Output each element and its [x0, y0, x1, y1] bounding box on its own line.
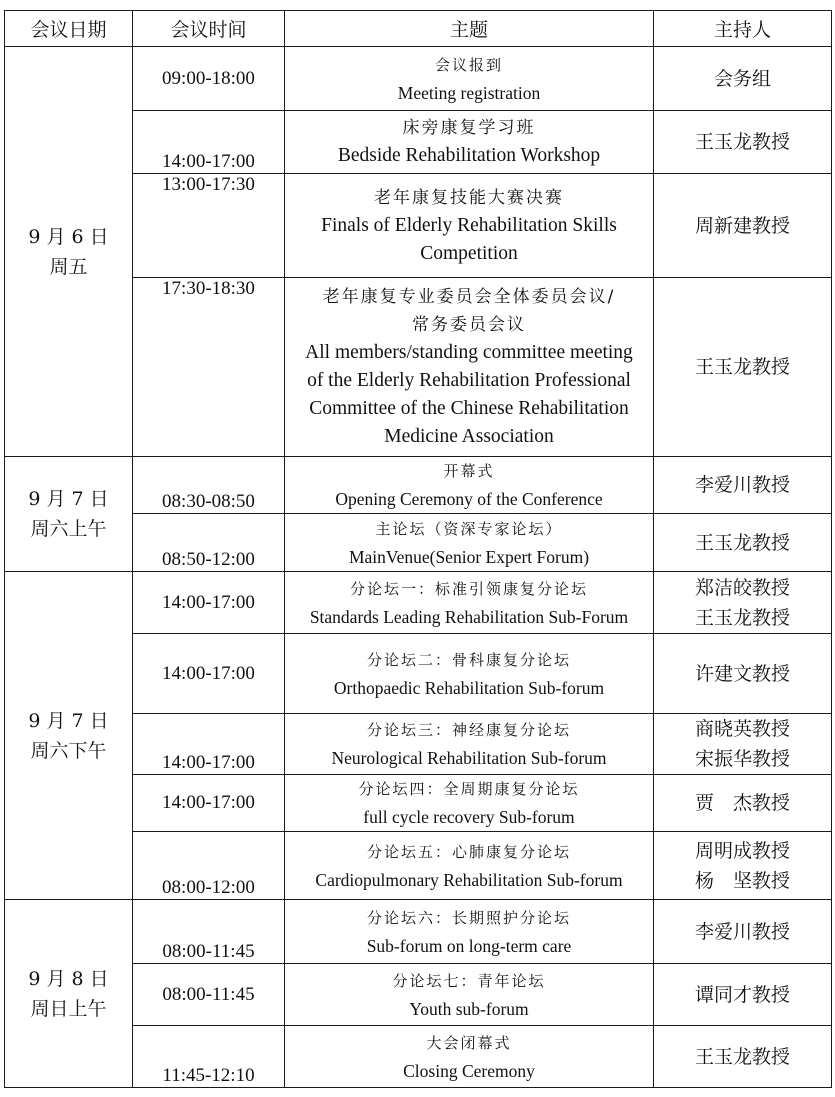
host-cell: [654, 111, 832, 174]
time-cell: 08:00-11:45: [133, 900, 285, 964]
host-name: 李爱川教授: [694, 920, 790, 943]
time-cell: 08:00-12:00: [133, 832, 285, 900]
host-name: 王玉龙教授: [694, 606, 790, 629]
weekday-line: 周日上午: [30, 997, 107, 1020]
topic-chinese: 分论坛六：长期照护分论坛: [366, 908, 571, 927]
topic-cell: [285, 900, 654, 964]
topic-chinese: 分论坛五：心肺康复分论坛: [366, 842, 571, 861]
topic-chinese: 老年康复专业委员会全体委员会议/: [322, 287, 616, 307]
topic-cell: [285, 634, 654, 714]
topic-english: Bedside Rehabilitation Workshop: [337, 145, 601, 166]
topic-cell: [285, 174, 654, 278]
header-host: 主持人: [654, 11, 832, 47]
host-name: 许建文教授: [694, 662, 790, 685]
topic-english: Medicine Association: [384, 426, 554, 447]
time-cell: 11:45-12:10: [133, 1026, 285, 1088]
date-cell: [5, 47, 133, 457]
host-name: 周明成教授: [694, 839, 790, 862]
topic-chinese: 会议报到: [434, 55, 503, 74]
topic-cell: [285, 832, 654, 900]
host-name: 王玉龙教授: [694, 1045, 790, 1068]
topic-chinese: 分论坛七：青年论坛: [392, 971, 546, 990]
host-cell: [654, 634, 832, 714]
table-row: [5, 47, 832, 111]
weekday-line: 周五: [49, 255, 88, 278]
weekday-line: 周六上午: [30, 518, 107, 540]
host-name: 王玉龙教授: [694, 131, 790, 153]
host-name: 贾 杰教授: [694, 792, 790, 814]
topic-english: Standards Leading Rehabilitation Sub-Forum: [309, 606, 629, 627]
host-name: 郑洁皎教授: [694, 576, 790, 599]
time-cell: 08:50-12:00: [133, 514, 285, 572]
host-name: 商晓英教授: [694, 718, 790, 740]
date-line: 9 月 6 日: [28, 225, 109, 248]
header-time: 会议时间: [133, 11, 285, 47]
topic-cell: [285, 572, 654, 634]
topic-cell: [285, 1026, 654, 1088]
topic-cell: [285, 457, 654, 514]
table-row: [5, 572, 832, 634]
time-cell: 17:30-18:30: [133, 278, 285, 457]
topic-chinese: 主论坛（资深专家论坛）: [375, 519, 563, 538]
host-name: 王玉龙教授: [694, 356, 790, 378]
time-cell: 14:00-17:00: [133, 714, 285, 775]
header-date: 会议日期: [5, 11, 133, 47]
host-cell: [654, 278, 832, 457]
topic-english: All members/standing committee meeting: [305, 342, 633, 363]
topic-english: Cardiopulmonary Rehabilitation Sub-forum: [315, 869, 623, 890]
date-line: 9 月 8 日: [28, 967, 109, 990]
topic-cell: [285, 47, 654, 111]
topic-chinese: 老年康复技能大赛决赛: [374, 187, 564, 208]
date-line: 9 月 7 日: [28, 709, 109, 732]
table-row: [5, 900, 832, 964]
topic-english: Orthopaedic Rehabilitation Sub-forum: [333, 677, 605, 698]
time-cell: 14:00-17:00: [133, 634, 285, 714]
host-cell: [654, 775, 832, 832]
host-name: 王玉龙教授: [694, 531, 790, 554]
topic-cell: [285, 278, 654, 457]
host-cell: [654, 457, 832, 514]
host-name: 谭同才教授: [694, 983, 790, 1006]
weekday-line: 周六下午: [30, 739, 107, 762]
time-cell: 14:00-17:00: [133, 775, 285, 832]
time-cell: 14:00-17:00: [133, 111, 285, 174]
host-cell: [654, 714, 832, 775]
date-cell: [5, 572, 133, 900]
time-cell: 08:00-11:45: [133, 964, 285, 1026]
topic-english: Closing Ceremony: [403, 1060, 535, 1081]
host-name: 李爱川教授: [694, 474, 790, 496]
host-cell: [654, 174, 832, 278]
host-name: 杨 坚教授: [694, 869, 790, 892]
schedule-body: [5, 47, 832, 1088]
topic-chinese: 分论坛四：全周期康复分论坛: [358, 780, 580, 798]
topic-english: Finals of Elderly Rehabilitation Skills: [321, 214, 617, 236]
topic-chinese: 大会闭幕式: [426, 1033, 512, 1052]
host-name: 会务组: [713, 67, 771, 90]
topic-english: full cycle recovery Sub-forum: [363, 807, 575, 827]
topic-chinese: 常务委员会议: [412, 315, 526, 335]
topic-cell: [285, 714, 654, 775]
topic-english: of the Elderly Rehabilitation Professional: [307, 370, 631, 391]
host-cell: [654, 514, 832, 572]
topic-english: Competition: [420, 242, 518, 264]
date-cell: [5, 900, 133, 1088]
time-cell: 14:00-17:00: [133, 572, 285, 634]
time-cell: 13:00-17:30: [133, 174, 285, 278]
date-cell: [5, 457, 133, 572]
header-topic: 主题: [285, 11, 654, 47]
topic-english: MainVenue(Senior Expert Forum): [348, 546, 590, 567]
topic-chinese: 分论坛三：神经康复分论坛: [366, 721, 571, 739]
topic-cell: [285, 111, 654, 174]
time-cell: 08:30-08:50: [133, 457, 285, 514]
topic-english: Meeting registration: [397, 82, 541, 103]
topic-chinese: 开幕式: [443, 462, 495, 480]
topic-cell: [285, 775, 654, 832]
host-cell: [654, 964, 832, 1026]
topic-chinese: 床旁康复学习班: [402, 118, 536, 138]
date-line: 9 月 7 日: [28, 488, 109, 510]
host-cell: [654, 900, 832, 964]
time-cell: 09:00-18:00: [133, 47, 285, 111]
host-cell: [654, 832, 832, 900]
host-name: 周新建教授: [694, 214, 790, 237]
topic-english: Sub-forum on long-term care: [366, 935, 572, 956]
host-cell: [654, 47, 832, 111]
topic-chinese: 分论坛二：骨科康复分论坛: [366, 650, 571, 669]
topic-cell: [285, 514, 654, 572]
schedule-table: [4, 10, 832, 1088]
host-name: 宋振华教授: [694, 748, 790, 770]
header-row: [5, 11, 832, 47]
topic-cell: [285, 964, 654, 1026]
topic-english: Committee of the Chinese Rehabilitation: [309, 398, 629, 419]
table-row: [5, 457, 832, 514]
topic-english: Opening Ceremony of the Conference: [335, 489, 603, 509]
topic-chinese: 分论坛一：标准引领康复分论坛: [349, 579, 588, 598]
host-cell: [654, 572, 832, 634]
topic-english: Youth sub-forum: [409, 998, 529, 1019]
host-cell: [654, 1026, 832, 1088]
topic-english: Neurological Rehabilitation Sub-forum: [331, 748, 607, 768]
